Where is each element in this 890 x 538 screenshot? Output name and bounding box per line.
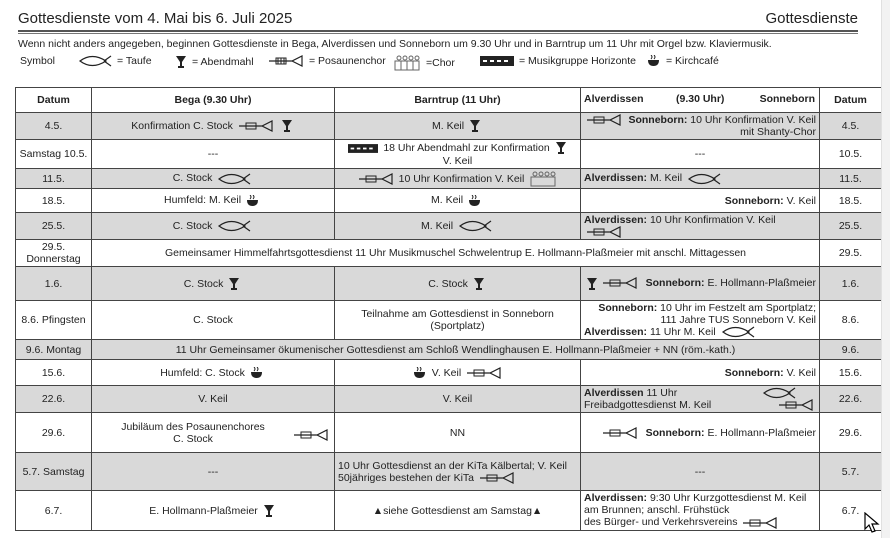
table-row: 5.7. Samstag --- 10 Uhr Gottesdienst an der KiTa Kälbertal; V. Keil 50jähriges bestehen der KiTa --- 5.7.	[16, 453, 882, 491]
trumpet-icon	[586, 114, 622, 126]
col-datum-right: Datum	[820, 88, 882, 113]
col-datum: Datum	[16, 88, 92, 113]
table-row: 29.6. Jubiläum des Posaunenchores C. Stock NN Sonneborn: E. Hollmann-Plaßmeier 29.6.	[16, 413, 882, 453]
chalice-icon	[175, 55, 187, 69]
trumpet-icon	[602, 277, 638, 289]
coffee-cup-icon	[250, 367, 264, 379]
chalice-icon	[263, 504, 275, 518]
chalice-icon	[469, 119, 481, 133]
symbol-legend	[18, 55, 858, 73]
coffee-cup-icon	[246, 195, 260, 207]
table-row: 9.6. Montag 11 Uhr Gemeinsamer ökumenischer Gottesdienst am Schloß Wendlinghausen E. Hollmann-Plaßmeier + NN (röm.-kath.) 9.6.	[16, 340, 882, 360]
page-header	[18, 10, 858, 30]
fish-icon	[687, 173, 721, 185]
chalice-icon	[555, 141, 567, 155]
fish-icon	[78, 55, 112, 67]
trumpet-icon	[586, 226, 622, 238]
table-row: 4.5. Konfirmation C. Stock M. Keil Sonneborn: 10 Uhr Konfirmation V. Keil mit Shanty-Chor 4.5.	[16, 113, 882, 140]
choir-icon	[393, 55, 421, 71]
col-alverdissen-sonneborn: Alverdissen (9.30 Uhr) Sonneborn	[581, 88, 820, 113]
legend-posaunenchor: = Posaunenchor	[309, 55, 386, 67]
intro-text: Wenn nicht anders angegeben, beginnen Gottesdienste in Bega, Alverdissen und Sonneborn um 9.30 Uhr und in Barntrup um 11 Uhr mit Orgel bzw. Klaviermusik.	[18, 38, 772, 50]
legend-chor: =Chor	[426, 57, 455, 69]
legend-kirchcafe: = Kirchcafé	[666, 55, 719, 67]
table-row: 25.5. C. Stock M. Keil Alverdissen: 10 Uhr Konfirmation V. Keil 25.5.	[16, 213, 882, 240]
col-bega: Bega (9.30 Uhr)	[92, 88, 335, 113]
horizonte-icon	[348, 144, 378, 153]
trumpet-icon	[293, 429, 329, 441]
table-row: 8.6. Pfingsten C. Stock Teilnahme am Gottesdienst in Sonneborn (Sportplatz) Sonneborn: 10 Uhr im Festzelt am Sportplatz; 111 Jahre TUS Sonneborn V. Keil Alverdissen: 11 Uhr M. Keil 8.6.	[16, 301, 882, 340]
trumpet-icon	[358, 173, 394, 185]
table-row: 18.5. Humfeld: M. Keil M. Keil Sonneborn: V. Keil 18.5.	[16, 189, 882, 213]
trumpet-icon	[268, 55, 304, 67]
table-row: 6.7. E. Hollmann-Plaßmeier ▲siehe Gottesdienst am Samstag▲ Alverdissen: 9:30 Uhr Kurzgottesdienst M. Keil am Brunnen; anschl. Frühstück des Bürger- und Verkehrsvereins 6.7.	[16, 491, 882, 530]
fish-icon	[762, 387, 796, 399]
header-row	[16, 88, 882, 113]
col-barntrup: Barntrup (11 Uhr)	[335, 88, 581, 113]
table-row: 11.5. C. Stock 10 Uhr Konfirmation V. Keil Alverdissen: M. Keil 11.5.	[16, 169, 882, 189]
table-row: Samstag 10.5. --- 18 Uhr Abendmahl zur Konfirmation V. Keil --- 10.5.	[16, 140, 882, 169]
header-rule-thin	[18, 33, 858, 34]
fish-icon	[458, 220, 492, 232]
trumpet-icon	[238, 120, 274, 132]
trumpet-icon	[742, 517, 778, 529]
chalice-icon	[228, 277, 240, 291]
chalice-icon	[473, 277, 485, 291]
trumpet-icon	[466, 367, 502, 379]
chalice-icon	[586, 277, 598, 291]
fish-icon	[721, 326, 755, 338]
legend-horizonte: = Musikgruppe Horizonte	[519, 55, 637, 67]
fish-icon	[217, 220, 251, 232]
header-rule	[18, 30, 858, 32]
table-row: 22.6. V. Keil V. Keil Alverdissen 11 Uhr Freibadgottesdienst M. Keil 22.6.	[16, 386, 882, 413]
page-title: Gottesdienste vom 4. Mai bis 6. Juli 2025	[18, 10, 293, 27]
trumpet-icon	[778, 399, 814, 411]
fish-icon	[217, 173, 251, 185]
coffee-cup-icon	[413, 367, 427, 379]
legend-label: Symbol	[20, 55, 56, 67]
table-row: 29.5. Donnerstag Gemeinsamer Himmelfahrtsgottesdienst 11 Uhr Musikmuschel Schwelentrup E. Hollmann-Plaßmeier mit anschl. Mittagessen 29.5.	[16, 240, 882, 267]
mouse-cursor-icon	[864, 512, 880, 534]
vertical-scrollbar[interactable]	[881, 0, 890, 538]
trumpet-icon	[602, 427, 638, 439]
schedule-table	[15, 87, 882, 531]
chalice-icon	[281, 119, 293, 133]
trumpet-icon	[479, 472, 515, 484]
table-row: 15.6. Humfeld: C. Stock V. Keil Sonneborn: V. Keil 15.6.	[16, 360, 882, 386]
table-row: 1.6. C. Stock C. Stock Sonneborn: E. Hollmann-Plaßmeier 1.6.	[16, 267, 882, 301]
legend-abendmahl: = Abendmahl	[192, 56, 254, 68]
coffee-cup-icon	[468, 195, 482, 207]
choir-icon	[529, 171, 557, 187]
legend-taufe: = Taufe	[117, 55, 152, 67]
horizonte-icon	[480, 56, 514, 66]
coffee-cup-icon	[647, 55, 661, 67]
section-label: Gottesdienste	[765, 10, 858, 27]
